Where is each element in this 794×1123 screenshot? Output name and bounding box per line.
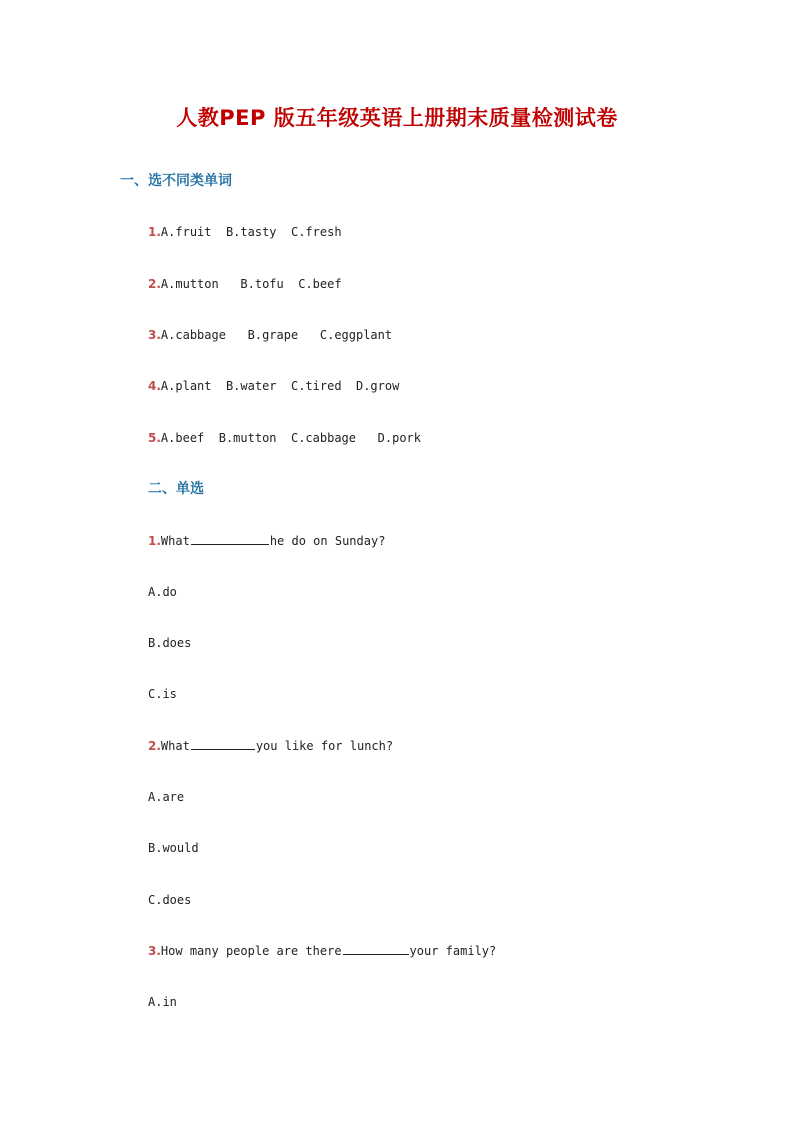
question-stem bbox=[148, 942, 496, 960]
answer-option: C.does bbox=[148, 893, 192, 907]
page-title: 人教PEP 版五年级英语上册期末质量检测试卷 bbox=[176, 106, 618, 130]
question-number: 2. bbox=[148, 739, 161, 753]
question-stem bbox=[148, 532, 385, 550]
answer-option: A.do bbox=[148, 585, 177, 599]
question-text-after: your family? bbox=[409, 944, 497, 958]
list-item bbox=[148, 275, 342, 293]
answer-option: A.are bbox=[148, 790, 185, 804]
answer-blank bbox=[191, 737, 255, 750]
answer-option: C.is bbox=[148, 687, 177, 701]
question-text-before: How many people are there bbox=[160, 944, 342, 958]
answer-option: A.in bbox=[148, 995, 177, 1009]
question-stem bbox=[148, 737, 393, 755]
answer-blank bbox=[343, 942, 409, 955]
item-number: 3. bbox=[148, 328, 161, 342]
item-number: 2. bbox=[148, 277, 161, 291]
list-item bbox=[148, 326, 392, 344]
answer-option: B.would bbox=[148, 841, 199, 855]
question-text-after: you like for lunch? bbox=[255, 739, 394, 753]
section-heading-2: 二、单选 bbox=[148, 481, 204, 497]
question-text-before: What bbox=[160, 534, 190, 548]
question-number: 1. bbox=[148, 534, 161, 548]
item-text: A.beef B.mutton C.cabbage D.pork bbox=[160, 431, 422, 445]
item-number: 1. bbox=[148, 225, 161, 239]
question-text-before: What bbox=[160, 739, 190, 753]
list-item bbox=[148, 429, 421, 447]
list-item bbox=[148, 377, 399, 395]
item-text: A.mutton B.tofu C.beef bbox=[160, 277, 342, 291]
item-text: A.cabbage B.grape C.eggplant bbox=[160, 328, 393, 342]
item-number: 5. bbox=[148, 431, 161, 445]
question-number: 3. bbox=[148, 944, 161, 958]
answer-option: B.does bbox=[148, 636, 192, 650]
answer-blank bbox=[191, 532, 269, 545]
section-heading-1: 一、选不同类单词 bbox=[120, 173, 232, 189]
question-text-after: he do on Sunday? bbox=[269, 534, 386, 548]
item-text: A.fruit B.tasty C.fresh bbox=[160, 225, 342, 239]
list-item bbox=[148, 223, 342, 241]
item-number: 4. bbox=[148, 379, 161, 393]
item-text: A.plant B.water C.tired D.grow bbox=[160, 379, 400, 393]
